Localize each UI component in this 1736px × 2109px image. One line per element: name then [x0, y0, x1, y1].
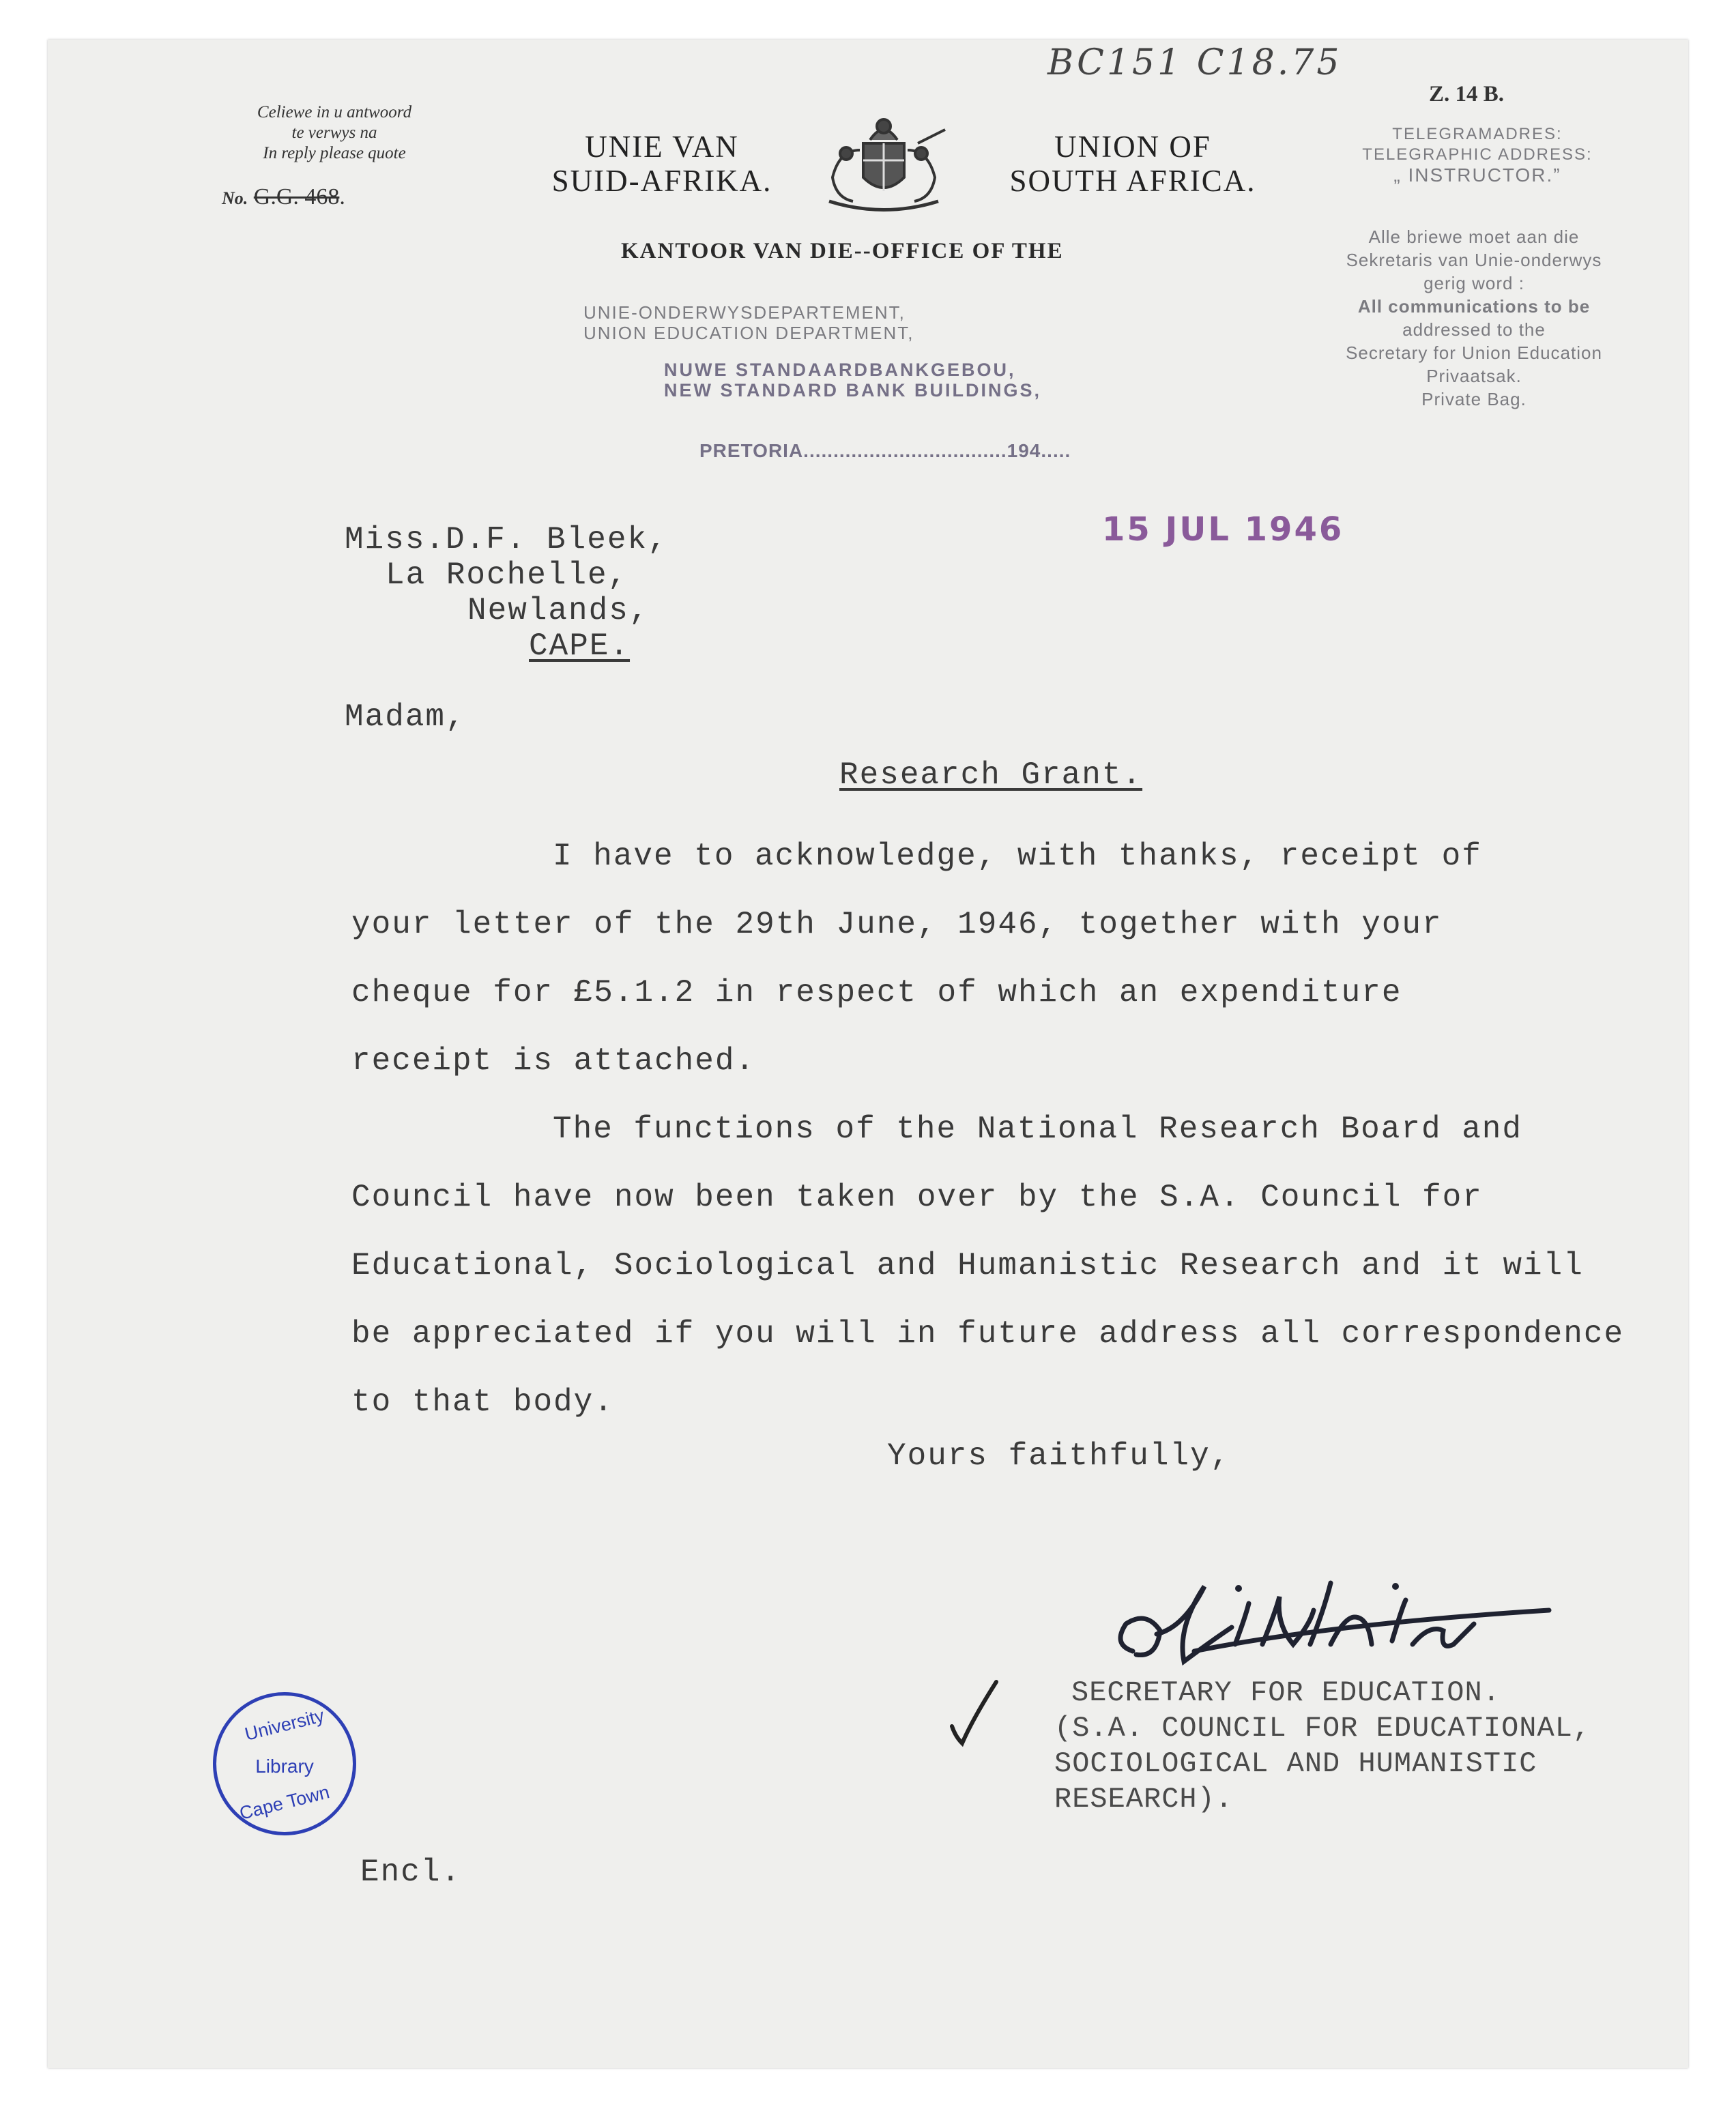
reply-number: No. G.G. 468.	[222, 184, 345, 209]
closing: Yours faithfully,	[887, 1438, 1231, 1474]
telegram-line: TELEGRAPHIC ADDRESS:	[1362, 145, 1593, 164]
recipient-line: La Rochelle,	[386, 557, 628, 593]
communications-line: Sekretaris van Unie-onderwys	[1346, 250, 1602, 270]
salutation: Madam,	[345, 699, 466, 735]
afrikaans-name-line: UNIE VAN	[585, 130, 739, 164]
reply-number-label: No.	[222, 188, 248, 208]
building-line: NEW STANDARD BANK BUILDINGS,	[664, 380, 1041, 401]
library-stamp-bottom: Cape Town	[237, 1781, 332, 1824]
signature-block	[1054, 1675, 1591, 1817]
archive-reference: BC151 C18.75	[1047, 42, 1342, 83]
english-country-name	[976, 130, 1290, 198]
body-line: The functions of the National Research Board and	[553, 1111, 1523, 1147]
department-name	[583, 302, 914, 343]
signature-line: SOCIOLOGICAL AND HUMANISTIC	[1054, 1747, 1537, 1780]
signature-line: RESEARCH).	[1054, 1783, 1234, 1816]
signature-line: (S.A. COUNCIL FOR EDUCATIONAL,	[1054, 1712, 1591, 1745]
letter-body	[351, 822, 1624, 1436]
reply-number-value: G.G. 468	[253, 184, 340, 209]
afrikaans-country-name	[519, 130, 805, 198]
recipient-line: Newlands,	[467, 593, 650, 628]
enclosure-note: Encl.	[360, 1855, 462, 1890]
telegraphic-address	[1320, 124, 1634, 186]
communications-line: addressed to the	[1402, 319, 1546, 340]
reply-note-line: te verwys na	[291, 123, 377, 142]
body-line: to that body.	[351, 1384, 614, 1420]
telegram-line: TELEGRAMADRES:	[1392, 125, 1563, 143]
signature-line: SECRETARY FOR EDUCATION.	[1071, 1676, 1501, 1709]
tick-mark	[945, 1675, 1007, 1750]
library-stamp	[213, 1692, 356, 1835]
communications-line: Secretary for Union Education	[1346, 343, 1602, 363]
building-line: NUWE STANDAARDBANKGEBOU,	[664, 360, 1016, 380]
body-line: Educational, Sociological and Humanistic Research and it will	[351, 1248, 1584, 1283]
building-address	[664, 360, 1041, 401]
communications-notice	[1283, 225, 1665, 411]
recipient-city: CAPE.	[529, 628, 631, 664]
english-name-line: SOUTH AFRICA.	[1009, 164, 1256, 198]
telegram-line: „ INSTRUCTOR.”	[1393, 164, 1561, 186]
date-stamp: 15 JUL 1946	[1102, 510, 1344, 549]
communications-line: Private Bag.	[1421, 389, 1527, 409]
reply-note	[205, 102, 464, 164]
recipient-line	[345, 628, 668, 664]
afrikaans-name-line: SUID-AFRIKA.	[551, 164, 772, 198]
communications-line: Privaatsak.	[1426, 366, 1522, 386]
coat-of-arms-icon	[815, 113, 952, 215]
recipient-address	[345, 522, 668, 664]
communications-line: gerig word :	[1423, 273, 1524, 293]
form-code: Z. 14 B.	[1429, 82, 1505, 106]
body-line: cheque for £5.1.2 in respect of which an expenditure	[351, 975, 1402, 1010]
body-line: I have to acknowledge, with thanks, receipt of	[553, 839, 1482, 874]
communications-line: Alle briewe moet aan die	[1368, 227, 1580, 247]
office-of-heading: KANTOOR VAN DIE--OFFICE OF THE	[621, 239, 1064, 263]
handwritten-signature	[1105, 1569, 1583, 1685]
communications-line: All communications to be	[1357, 296, 1591, 317]
department-line: UNION EDUCATION DEPARTMENT,	[583, 323, 914, 343]
recipient-line: Miss.D.F. Bleek,	[345, 522, 668, 557]
subject-line: Research Grant.	[839, 757, 1143, 793]
body-line: your letter of the 29th June, 1946, together with your	[351, 907, 1443, 942]
body-line: be appreciated if you will in future address all correspondence	[351, 1316, 1625, 1352]
body-line: Council have now been taken over by the S.A. Council for	[351, 1180, 1483, 1215]
library-stamp-top: University	[242, 1705, 327, 1745]
english-name-line: UNION OF	[1054, 130, 1211, 164]
reply-note-line: Celiewe in u antwoord	[257, 103, 412, 121]
library-stamp-middle: Library	[255, 1756, 314, 1777]
body-line: receipt is attached.	[351, 1043, 756, 1079]
reply-note-line: In reply please quote	[263, 144, 406, 162]
place-date-line: PRETORIA..................................194.....	[699, 440, 1071, 461]
department-line: UNIE-ONDERWYSDEPARTEMENT,	[583, 302, 906, 323]
